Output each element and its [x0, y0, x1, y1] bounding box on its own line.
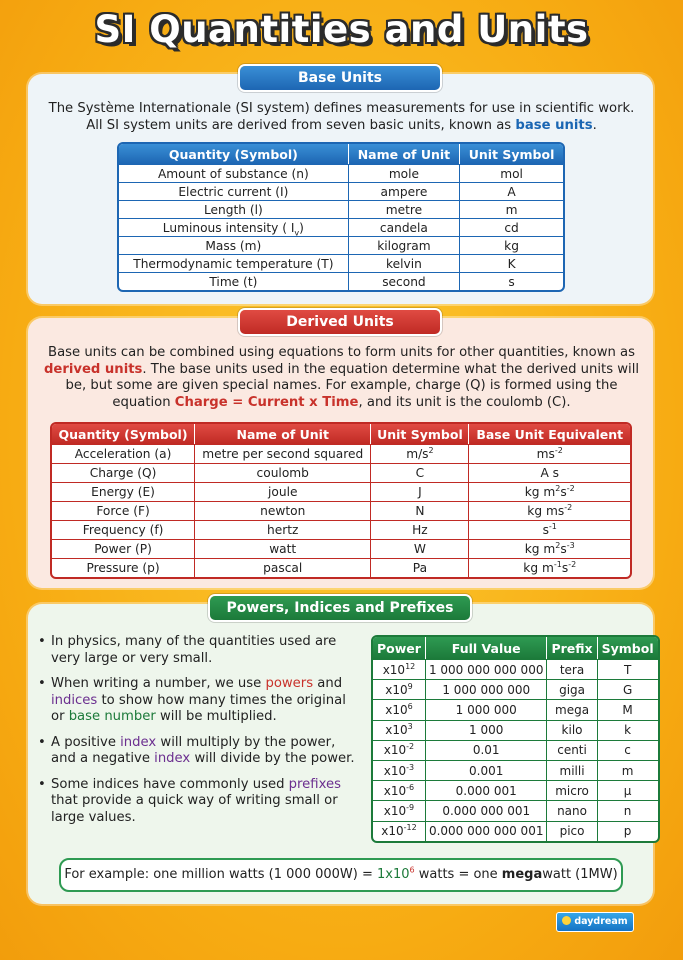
cell-text: micro	[555, 783, 589, 798]
table-row	[52, 520, 630, 539]
cell-text: m	[621, 763, 634, 778]
cell-text: s	[508, 274, 515, 289]
table-cell	[52, 463, 195, 482]
cell-text: n	[623, 803, 632, 818]
superscript: -1	[548, 521, 557, 531]
table-cell	[371, 558, 469, 577]
superscript: 2	[428, 445, 434, 455]
table-cell	[373, 760, 426, 780]
cell-text: 1 000	[469, 723, 504, 738]
column-header: Name of Unit	[195, 424, 371, 444]
table-cell	[349, 272, 460, 290]
cell-text: milli	[559, 763, 585, 778]
cell-text: hertz	[267, 523, 299, 537]
table-cell	[195, 501, 371, 520]
cell-text: G	[622, 682, 633, 697]
table-cell	[373, 740, 426, 760]
cell-text: x10	[383, 803, 407, 818]
table-cell	[426, 720, 548, 740]
cell-text: joule	[268, 485, 298, 499]
cell-text: x10	[383, 783, 407, 798]
table-cell	[598, 821, 658, 841]
cell-text: ampere	[380, 184, 428, 199]
superscript: 12	[405, 661, 416, 671]
table-cell	[373, 659, 426, 679]
superscript: -2	[564, 502, 573, 512]
table-cell	[349, 164, 460, 182]
superscript: 3	[407, 722, 413, 732]
table-row	[119, 182, 563, 200]
cell-text: x10	[383, 763, 407, 778]
column-header: Unit Symbol	[460, 144, 563, 164]
table-cell	[547, 821, 597, 841]
cell-text: s	[542, 523, 549, 537]
cell-text: kg m	[523, 561, 554, 575]
table-row	[119, 218, 563, 236]
superscript: -12	[403, 823, 417, 833]
cell-text: J	[418, 485, 422, 499]
cell-text: metre per second squared	[202, 447, 364, 461]
cell-text: Amount of substance (n)	[157, 166, 309, 181]
table-cell	[119, 272, 349, 290]
table-cell	[426, 740, 548, 760]
superscript: -1	[553, 559, 562, 569]
table-cell	[598, 720, 658, 740]
powers-heading: Powers, Indices and Prefixes	[210, 596, 470, 620]
table-cell	[373, 800, 426, 820]
table-row	[373, 720, 658, 740]
column-header: Quantity (Symbol)	[52, 424, 195, 444]
table-cell	[119, 218, 349, 236]
table-cell	[195, 463, 371, 482]
list-item: • A positive index will multiply by the power, and a negative index will divide by the power.	[38, 734, 355, 766]
cell-text: k	[624, 723, 632, 738]
cell-text: Electric current (I)	[178, 184, 289, 199]
table-cell	[373, 699, 426, 719]
cell-text: 0.000 000 000 001	[428, 824, 544, 839]
table-cell	[598, 740, 658, 760]
table-row	[52, 482, 630, 501]
cell-text: μ	[623, 783, 632, 798]
cell-text: Length (l)	[203, 202, 263, 217]
table-row	[373, 760, 658, 780]
table-cell	[371, 520, 469, 539]
table-cell	[469, 558, 630, 577]
cell-text: 1 000 000	[455, 702, 517, 717]
table-cell	[371, 482, 469, 501]
cell-text: pascal	[263, 561, 303, 575]
table-cell	[426, 679, 548, 699]
table-row	[119, 164, 563, 182]
table-cell	[195, 444, 371, 463]
table-cell	[460, 272, 563, 290]
cell-text: s	[560, 542, 567, 556]
cell-text: C	[415, 466, 425, 480]
table-cell	[598, 679, 658, 699]
table-cell	[460, 164, 563, 182]
table-row	[52, 539, 630, 558]
cell-text: centi	[557, 743, 587, 758]
table-row	[373, 821, 658, 841]
powers-bullet-list	[38, 634, 360, 835]
table-row	[52, 463, 630, 482]
cell-text: nano	[557, 803, 587, 818]
cell-text: Force (F)	[96, 504, 150, 518]
derived-units-heading: Derived Units	[240, 310, 440, 334]
table-cell	[52, 558, 195, 577]
cell-text: x10	[385, 723, 408, 738]
cell-text: Energy (E)	[91, 485, 155, 499]
superscript: -2	[406, 742, 415, 752]
cell-text: 1 000 000 000	[442, 682, 531, 697]
table-cell	[119, 164, 349, 182]
table-cell	[460, 218, 563, 236]
table-cell	[460, 254, 563, 272]
cell-text: kg	[504, 238, 519, 253]
column-header: Unit Symbol	[371, 424, 469, 444]
cell-text: x10	[385, 702, 408, 717]
cell-text: giga	[559, 682, 585, 697]
cell-text: cd	[504, 220, 519, 235]
superscript: 2	[555, 483, 561, 493]
base-units-keyword: base units	[515, 117, 593, 133]
cell-text: x10	[385, 682, 408, 697]
cell-text: N	[415, 504, 425, 518]
superscript: -2	[566, 483, 575, 493]
table-row	[373, 780, 658, 800]
table-cell	[52, 444, 195, 463]
cell-text: Thermodynamic temperature (T)	[133, 256, 334, 271]
subscript: v	[294, 227, 300, 237]
sun-icon	[562, 916, 571, 925]
cell-text: m/s	[406, 447, 429, 461]
table-cell	[195, 482, 371, 501]
table-cell	[371, 501, 469, 520]
table-cell	[52, 501, 195, 520]
cell-text: m	[505, 202, 518, 217]
table-cell	[547, 679, 597, 699]
cell-text: T	[623, 662, 632, 677]
table-cell	[460, 236, 563, 254]
table-cell	[52, 539, 195, 558]
table-cell	[469, 482, 630, 501]
superscript: -2	[554, 445, 563, 455]
column-header: Base Unit Equivalent	[469, 424, 630, 444]
cell-text: second	[382, 274, 426, 289]
base-units-heading: Base Units	[240, 66, 440, 90]
cell-text: tera	[559, 662, 585, 677]
table-cell	[547, 760, 597, 780]
superscript: -2	[568, 559, 577, 569]
cell-text: mole	[388, 166, 420, 181]
table-cell	[598, 699, 658, 719]
list-item: • In physics, many of the quantities used are very large or very small.	[38, 634, 337, 666]
cell-text: s	[560, 485, 567, 499]
table-cell	[195, 520, 371, 539]
base-units-intro: The Système Internationale (SI system) defines measurements for use in scientific work. All SI system units are derived from seven basic units, known as base units.	[48, 101, 635, 133]
cell-text: )	[299, 220, 304, 235]
cell-text: kg m	[524, 542, 556, 556]
cell-text: W	[413, 542, 426, 556]
cell-text: Charge (Q)	[89, 466, 157, 480]
column-header: Prefix	[547, 637, 597, 659]
superscript: -9	[406, 802, 415, 812]
cell-text: Hz	[412, 523, 428, 537]
superscript: -3	[406, 762, 415, 772]
table-cell	[547, 800, 597, 820]
table-cell	[426, 800, 548, 820]
table-cell	[349, 236, 460, 254]
cell-text: kilo	[561, 723, 583, 738]
table-row	[373, 800, 658, 820]
table-cell	[469, 520, 630, 539]
cell-text: 1 000 000 000 000	[428, 662, 544, 677]
table-row	[373, 659, 658, 679]
publisher-logo: daydream	[556, 912, 634, 932]
cell-text: pico	[559, 824, 585, 839]
table-cell	[119, 236, 349, 254]
cell-text: metre	[385, 202, 423, 217]
superscript: 9	[407, 681, 413, 691]
table-row	[52, 501, 630, 520]
cell-text: M	[622, 702, 633, 717]
charge-equation: Charge = Current x Time	[174, 394, 359, 410]
table-cell	[460, 182, 563, 200]
table-cell	[195, 539, 371, 558]
table-cell	[373, 821, 426, 841]
column-header: Name of Unit	[349, 144, 460, 164]
table-cell	[371, 463, 469, 482]
table-row	[119, 236, 563, 254]
table-row	[373, 679, 658, 699]
table-cell	[547, 740, 597, 760]
cell-text: A	[507, 184, 516, 199]
table-cell	[547, 720, 597, 740]
table-cell	[373, 720, 426, 740]
cell-text: Time (t)	[209, 274, 258, 289]
cell-text: x10	[383, 743, 407, 758]
table-row	[373, 740, 658, 760]
cell-text: kelvin	[386, 256, 422, 271]
table-row	[52, 444, 630, 463]
derived-units-keyword: derived units	[43, 361, 143, 377]
cell-text: c	[624, 743, 631, 758]
table-cell	[547, 780, 597, 800]
cell-text: mol	[500, 166, 523, 181]
superscript: 2	[555, 540, 561, 550]
list-item: • Some indices have commonly used prefixes that provide a quick way of writing small or large values.	[38, 776, 341, 825]
cell-text: Pa	[412, 561, 428, 575]
table-cell	[119, 254, 349, 272]
column-header: Symbol	[598, 637, 658, 659]
cell-text: newton	[260, 504, 306, 518]
table-row	[373, 699, 658, 719]
table-cell	[426, 699, 548, 719]
table-cell	[469, 501, 630, 520]
table-cell	[426, 821, 548, 841]
table-cell	[598, 760, 658, 780]
table-cell	[373, 780, 426, 800]
cell-text: p	[623, 824, 632, 839]
table-cell	[469, 463, 630, 482]
column-header: Quantity (Symbol)	[119, 144, 349, 164]
cell-text: watt	[269, 542, 297, 556]
table-cell	[547, 659, 597, 679]
cell-text: candela	[379, 220, 428, 235]
cell-text: coulomb	[256, 466, 309, 480]
cell-text: A s	[540, 466, 560, 480]
page-title: SI Quantities and Units	[94, 8, 589, 51]
cell-text: ms	[536, 447, 555, 461]
cell-text: Mass (m)	[205, 238, 262, 253]
prefixes-table	[371, 635, 660, 843]
derived-units-table	[50, 422, 632, 579]
cell-text: s	[561, 561, 569, 575]
table-cell	[371, 444, 469, 463]
cell-text: kg ms	[527, 504, 565, 518]
cell-text: kilogram	[377, 238, 431, 253]
superscript: -6	[406, 782, 415, 792]
base-units-table	[117, 142, 565, 292]
cell-text: Luminous intensity ( I	[162, 220, 295, 235]
superscript: -3	[566, 540, 575, 550]
table-cell	[349, 254, 460, 272]
table-row	[119, 254, 563, 272]
cell-text: 0.000 001	[455, 783, 517, 798]
table-cell	[373, 679, 426, 699]
table-cell	[349, 182, 460, 200]
table-cell	[371, 539, 469, 558]
table-cell	[469, 444, 630, 463]
table-cell	[598, 780, 658, 800]
cell-text: Frequency (f)	[82, 523, 164, 537]
derived-units-intro: Base units can be combined using equations to form units for other quantities, known as derived units. The base units used in the equation determine what the derived units will be, but some are given special names. For example, charge (Q) is formed using the equation Charge = Current x Time, and its unit is the coulomb (C).	[43, 345, 640, 410]
table-cell	[52, 482, 195, 501]
list-item: • When writing a number, we use powers and indices to show how many times the original or base number will be multiplied.	[38, 676, 346, 724]
table-cell	[119, 200, 349, 218]
cell-text: x10	[382, 662, 406, 677]
cell-text: 0.01	[472, 743, 500, 758]
cell-text: Power (P)	[94, 542, 152, 556]
table-cell	[598, 659, 658, 679]
table-cell	[195, 558, 371, 577]
cell-text: mega	[555, 702, 590, 717]
column-header: Power	[373, 637, 426, 659]
table-cell	[119, 182, 349, 200]
cell-text: 0.001	[469, 763, 504, 778]
table-cell	[426, 780, 548, 800]
table-cell	[598, 800, 658, 820]
cell-text: K	[507, 256, 516, 271]
table-cell	[460, 200, 563, 218]
table-row	[119, 200, 563, 218]
superscript: 6	[407, 701, 413, 711]
table-cell	[426, 760, 548, 780]
cell-text: Pressure (p)	[86, 561, 160, 575]
table-cell	[469, 539, 630, 558]
cell-text: 0.000 000 001	[442, 803, 531, 818]
table-cell	[349, 200, 460, 218]
cell-text: kg m	[524, 485, 556, 499]
table-cell	[52, 520, 195, 539]
table-row	[52, 558, 630, 577]
cell-text: Acceleration (a)	[74, 447, 172, 461]
cell-text: x10	[381, 824, 404, 839]
table-row	[119, 272, 563, 290]
table-cell	[349, 218, 460, 236]
column-header: Full Value	[426, 637, 548, 659]
table-cell	[547, 699, 597, 719]
table-cell	[426, 659, 548, 679]
example-box: For example: one million watts (1 000 $000W) = 1x10^6$ watts = one megawatt (1MW)	[59, 858, 623, 892]
